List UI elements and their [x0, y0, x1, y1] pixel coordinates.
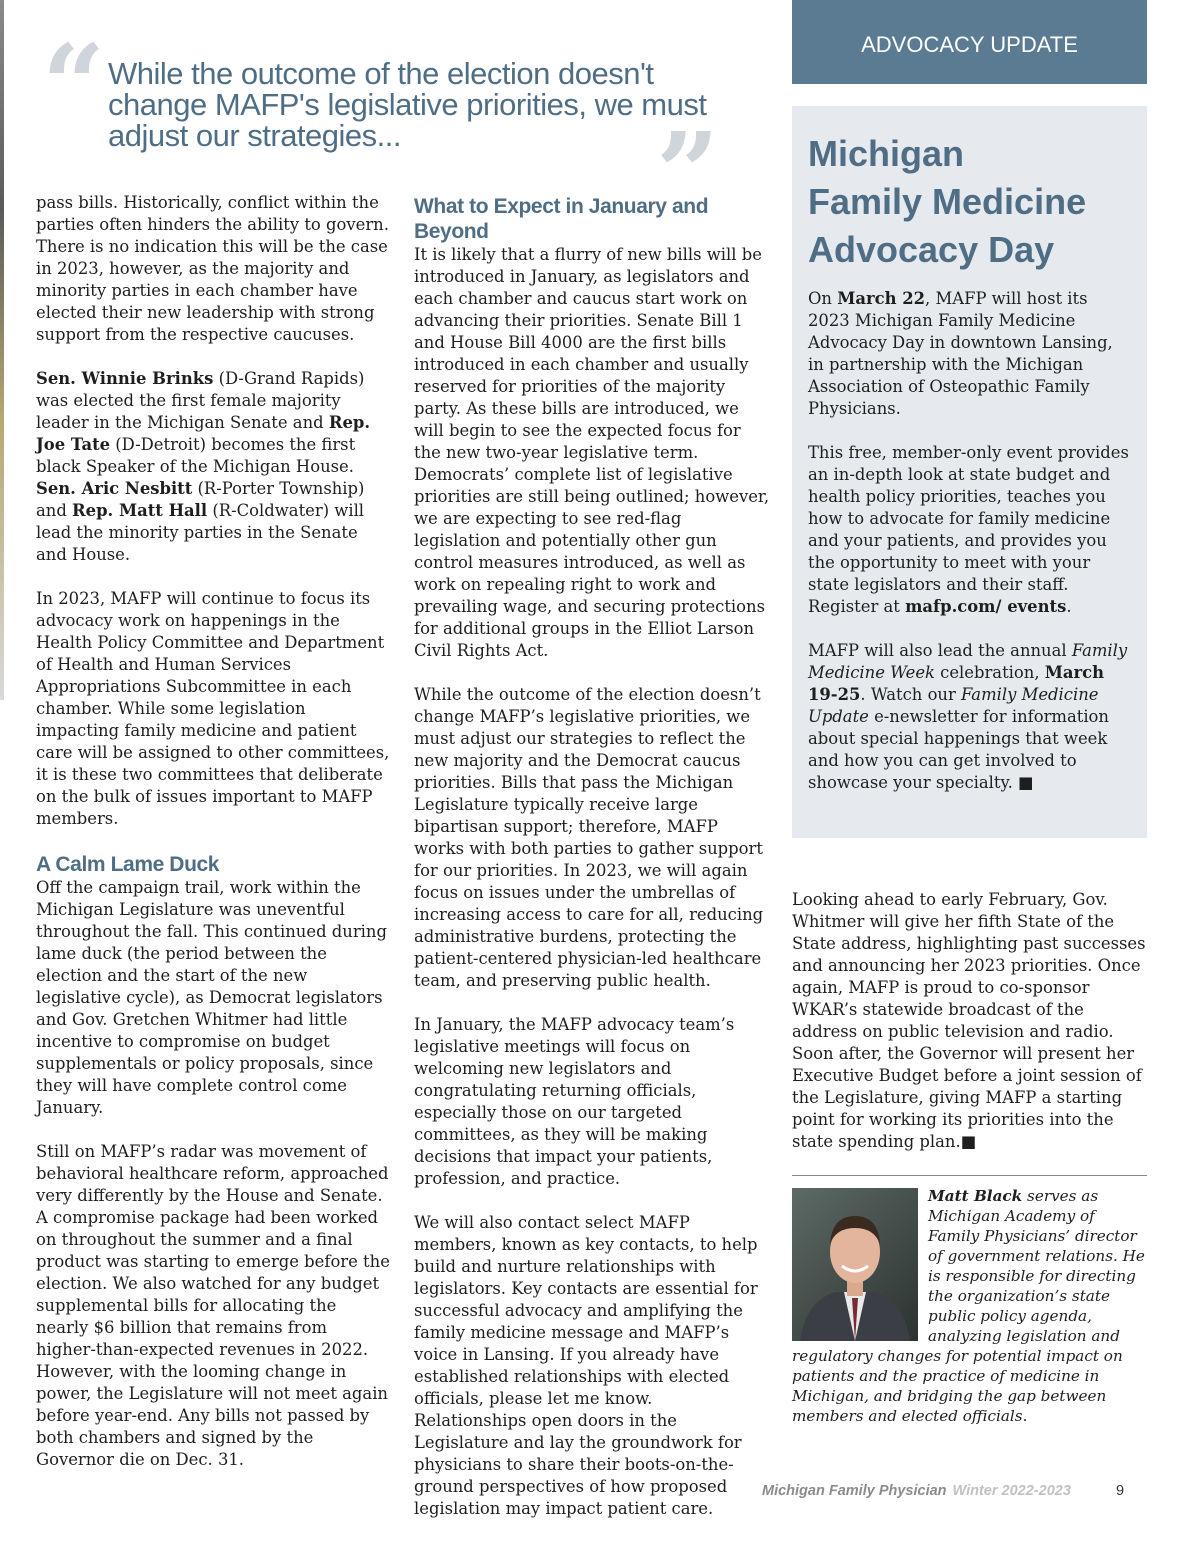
author-name: Matt Black [928, 1187, 1023, 1205]
text-run: On [808, 289, 838, 308]
column-left [36, 192, 390, 1493]
column-middle [414, 194, 770, 1542]
legislator-name: Rep. Joe Tate [36, 413, 371, 454]
event-name: Family Medicine Week [808, 641, 1128, 682]
section-heading: What to Expect in January and Beyond [414, 195, 709, 243]
magazine-name: Michigan Family Physician [762, 1483, 947, 1499]
footer [762, 1483, 1071, 1499]
divider [792, 1175, 1147, 1176]
text-run: . Watch our [860, 685, 962, 704]
paragraph-leadership [36, 368, 390, 566]
paragraph: In January, the MAFP advocacy team’s legislative meetings will focus on welcoming new legislators and congratulating returning officials, especially those on our targeted committees, as they will be making decisions that impact your patients, profession, and practice. [414, 1015, 735, 1188]
sidebar-title [808, 130, 1131, 274]
legislator-name: Sen. Aric Nesbitt [36, 479, 193, 498]
page-edge-strip [0, 0, 4, 700]
title-line: Advocacy Day [808, 229, 1055, 270]
advocacy-day-sidebar [792, 106, 1147, 838]
newsletter-name: Family Medicine Update [808, 685, 1099, 726]
event-dates: March 19-25 [808, 663, 1105, 704]
paragraph: Off the campaign trail, work within the Michigan Legislature was uneventful throughout the fall. This continued during lame duck (the period between the election and the start of the new legislative cycle), as Democrat legislators and Gov. Gretchen Whitmer had little incentive to compromise on budget supplementals or policy proposals, since they will have complete control come January. [36, 878, 387, 1117]
close-quote-icon: ” [656, 108, 720, 237]
paragraph: While the outcome of the election doesn’t change MAFP’s legislative priorities, we must adjust our strategies to reflect the new majority and the Democrat caucus priorities. Bills that pass the Michigan Legislature typically receive large bipartisan support; therefore, MAFP works with both parties to gather support for our priorities. In 2023, we will again focus on issues under the umbrellas of increasing access to care for all, reducing administrative burdens, protecting the patient-centered physician-led healthcare team, and preserving public health. [414, 685, 764, 990]
paragraph: It is likely that a flurry of new bills will be introduced in January, as legislators and each chamber and caucus start work on advancing their priorities. Senate Bill 1 and House Bill 4000 are the first bills introduced in each chamber and usually reserved for priorities of the majority party. As these bills are introduced, we will begin to see the expected focus for the new two-year legislative term. Democrats’ complete list of legislative priorities are still being outlined; however, we are expecting to see red-flag legislation and potentially other gun control measures introduced, as well as work on repealing right to work and prevailing wage, and securing protections for additional groups in the Elliot Larson Civil Rights Act. [414, 245, 770, 660]
section-banner: ADVOCACY UPDATE [792, 0, 1147, 84]
text-run: e-newsletter for information about special happenings that week and how you can get involved to showcase your specialty. ■ [808, 707, 1109, 792]
text-run: MAFP will also lead the annual [808, 641, 1072, 660]
section-heading: A Calm Lame Duck [36, 853, 220, 876]
event-date: March 22 [837, 289, 926, 308]
text-run: celebration, [934, 663, 1045, 682]
text-run: , MAFP will host its 2023 Michigan Family Medicine Advocacy Day in downtown Lansing, in partnership with the Michigan Association of Osteopathic Family Physicians. [808, 289, 1113, 418]
legislator-name: Rep. Matt Hall [72, 501, 208, 520]
sidebar-paragraph [808, 442, 1131, 618]
bio-text: serves as Michigan Academy of Family Physicians’ director of government relations. He is responsible for directing the organization’s state public policy agenda, analyzing legislation and regulatory changes for potential impact on patients and the practice of medicine in Michigan, and bridging the gap between members and elected officials. [792, 1187, 1145, 1425]
title-line: Family Medicine [808, 181, 1087, 222]
register-link[interactable]: mafp.com/ events [905, 597, 1067, 616]
paragraph: pass bills. Historically, conflict within the parties often hinders the ability to govern. There is no indication this will be the case in 2023, however, as the majority and minority parties in each chamber have elected their new leadership with strong support from the respective caucuses. [36, 193, 389, 344]
paragraph: We will also contact select MAFP members, known as key contacts, to help build and nurture relationships with legislators. Key contacts are essential for successful advocacy and amplifying the family medicine message and MAFP’s voice in Lansing. If you already have established relationships with elected officials, please let me know. Relationships open doors in the Legislature and lay the groundwork for physicians to share their boots-on-the-ground perspectives of how proposed legislation may impact patient care. [414, 1213, 758, 1518]
pull-quote: While the outcome of the election doesn't change MAFP's legislative priorities, we must adjust our strategies... [108, 56, 707, 153]
author-bio [792, 1186, 1147, 1426]
sidebar-paragraph [808, 640, 1131, 794]
page-number: 9 [1116, 1483, 1125, 1499]
paragraph: In 2023, MAFP will continue to focus its advocacy work on happenings in the Health Policy Committee and Department of Health and Human Services Appropriations Subcommittee in each chamber. While some legislation impacting family medicine and patient care will be assigned to other committees, it is these two committees that deliberate on the bulk of issues important to MAFP members. [36, 589, 390, 828]
title-line: Michigan [808, 133, 965, 174]
paragraph: Still on MAFP’s radar was movement of behavioral healthcare reform, approached very differently by the House and Senate. A compromise package had been worked on throughout the summer and a final product was starting to emerge before the election. We also watched for any budget supplemental bills for allocating the nearly $6 billion that remains from higher-than-expected revenues in 2022. However, with the looming change in power, the Legislature will not meet again before year-end. Any bills not passed by both chambers and signed by the Governor die on Dec. 31. [36, 1142, 390, 1469]
column-right [792, 889, 1147, 1175]
paragraph: Looking ahead to early February, Gov. Whitmer will give her fifth State of the State address, highlighting past successes and announcing her 2023 priorities. Once again, MAFP is proud to co-sponsor WKAR’s statewide broadcast of the address on public television and radio. Soon after, the Governor will present her Executive Budget before a joint session of the Legislature, giving MAFP a starting point for working its priorities into the state spending plan.■ [792, 890, 1146, 1151]
text-run: This free, member-only event provides an in-depth look at state budget and health policy priorities, teaches you how to advocate for family medicine and your patients, and provides you the opportunity to meet with your state legislators and their staff. Register at [808, 443, 1129, 616]
open-quote-icon: “ [42, 20, 106, 149]
text-run: (R-Porter Township) and [36, 479, 365, 520]
text-run: . [1066, 597, 1072, 616]
issue-label: Winter 2022-2023 [952, 1483, 1071, 1499]
photo-spacer [792, 1186, 918, 1344]
text-run: (D-Grand Rapids) was elected the first female majority leader in the Michigan Senate and [36, 369, 365, 432]
sidebar-paragraph [808, 288, 1131, 420]
legislator-name: Sen. Winnie Brinks [36, 369, 214, 388]
text-run: (D-Detroit) becomes the first black Speaker of the Michigan House. [36, 435, 356, 476]
text-run: (R-Coldwater) will lead the minority parties in the Senate and House. [36, 501, 365, 564]
